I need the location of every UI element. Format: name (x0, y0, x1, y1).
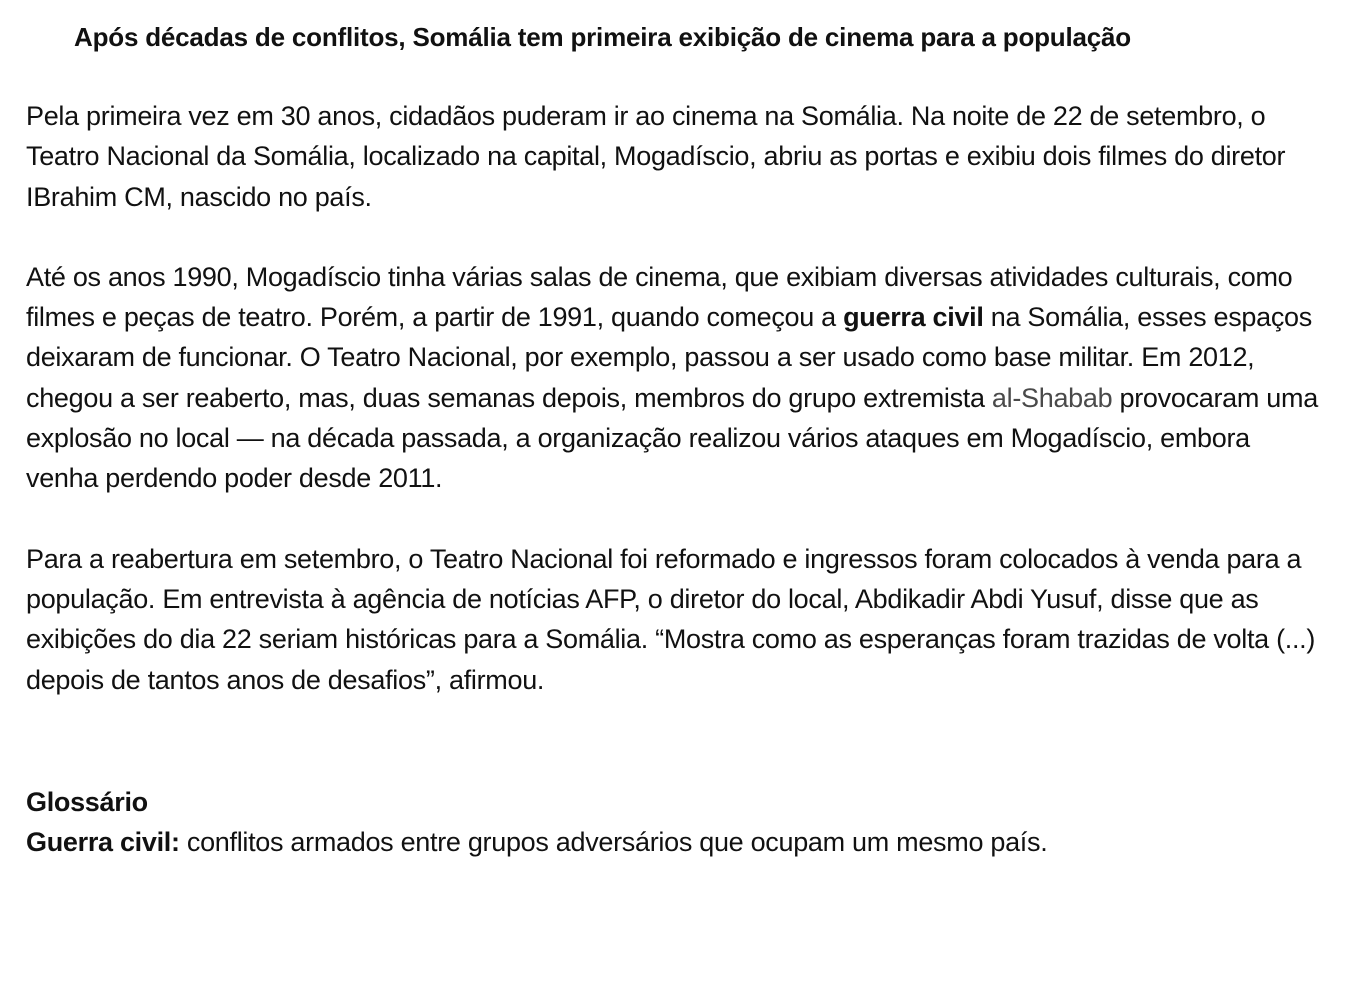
glossary-heading: Glossário (26, 786, 148, 817)
paragraph-reopening: Para a reabertura em setembro, o Teatro Nacional foi reformado e ingressos foram colocados à venda para a população. Em entrevista à agência de notícias AFP, o diretor do local, Abdikadir Abdi Yusuf, disse que as exibições do dia 22 seriam históricas para a Somália. “Mostra como as esperanças foram trazidas de volta (...) depois de tantos anos de desafios”, afirmou. (26, 543, 1316, 695)
glossary-definition: conflitos armados entre grupos adversários que ocupam um mesmo país. (179, 826, 1048, 857)
paragraph-history-text-3: provocaram uma explosão no local — na década passada, a organização realizou vários ataques em Mogadíscio, embora venha perdendo poder desde 2011. (26, 382, 1318, 494)
glossary-term: Guerra civil: (26, 826, 180, 857)
paragraph-history (26, 257, 1322, 499)
article-title: Após décadas de conflitos, Somália tem primeira exibição de cinema para a população (74, 22, 1131, 52)
paragraph-history-text-1: Até os anos 1990, Mogadíscio tinha várias salas de cinema, que exibiam diversas atividades culturais, como filmes e peças de teatro. Porém, a partir de 1991, quando começou a (26, 261, 1293, 333)
paragraph-intro: Pela primeira vez em 30 anos, cidadãos puderam ir ao cinema na Somália. Na noite de 22 de setembro, o Teatro Nacional da Somália, localizado na capital, Mogadíscio, abriu as portas e exibiu dois filmes do diretor IBrahim CM, nascido no país. (26, 101, 1286, 212)
al-shabab-link[interactable]: al-Shabab (991, 382, 1113, 413)
document-page (26, 0, 1322, 862)
glossary-section (26, 782, 1322, 862)
paragraph-history-text-2: na Somália, esses espaços deixaram de funcionar. O Teatro Nacional, por exemplo, passou a ser usado como base militar. Em 2012, chegou a ser reaberto, mas, duas semanas depois, membros do grupo extremista (26, 302, 1312, 413)
guerra-civil-term: guerra civil (843, 302, 984, 333)
